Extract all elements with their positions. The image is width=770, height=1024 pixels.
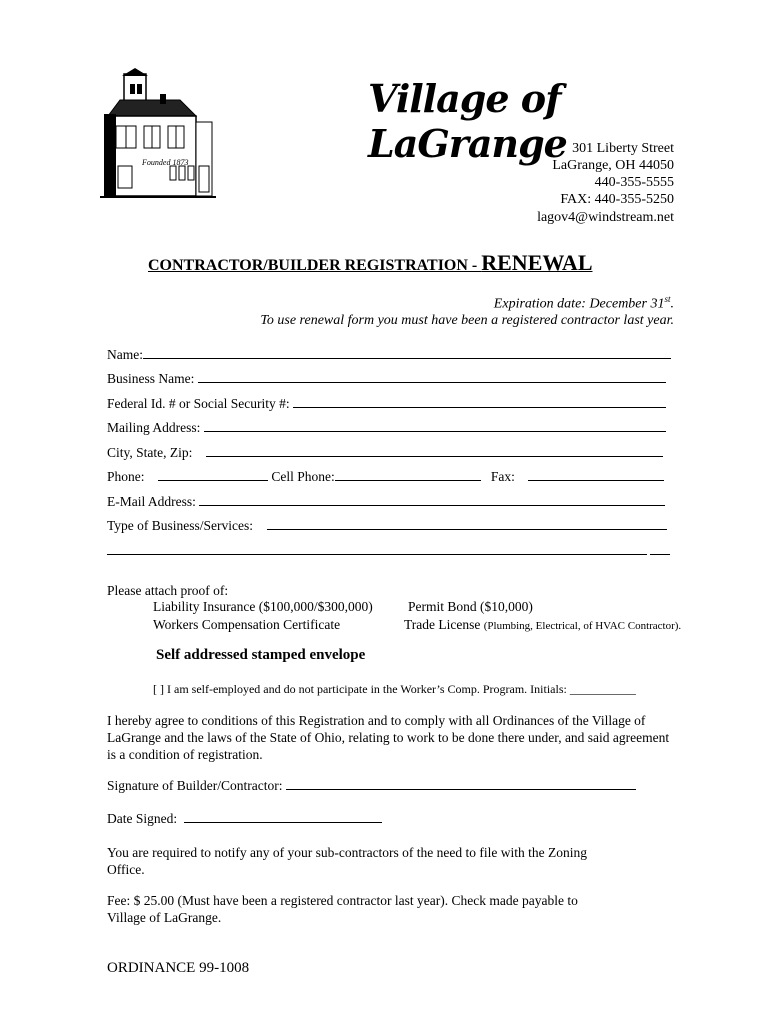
email-label: E-Mail Address: bbox=[107, 494, 196, 509]
date-signed-label: Date Signed: bbox=[107, 811, 178, 826]
fax-number: FAX: 440-355-5250 bbox=[560, 192, 674, 207]
fax-input[interactable] bbox=[528, 469, 664, 481]
date-signed-field[interactable] bbox=[107, 811, 382, 827]
permit-bond: Permit Bond ($10,000) bbox=[408, 599, 533, 614]
agreement-text: I hereby agree to conditions of this Registration and to comply with all Ordinances of the Village of LaGrange and the laws of the State of Ohio, relating to work to be done there under, and said agreement is a condition of registration. bbox=[107, 713, 670, 762]
signature-field[interactable] bbox=[107, 778, 636, 794]
name-field[interactable] bbox=[107, 347, 671, 363]
form-heading: CONTRACTOR/BUILDER REGISTRATION - RENEWAL bbox=[148, 250, 593, 275]
renewal-note: To use renewal form you must have been a registered contractor last year. bbox=[260, 313, 674, 328]
business-type-label: Type of Business/Services: bbox=[107, 518, 254, 533]
ordinance-number: ORDINANCE 99-1008 bbox=[107, 960, 250, 976]
self-employed-checkbox[interactable]: [ ] I am self-employed and do not participate in the Worker’s Comp. Program. Initials: ___________ bbox=[153, 682, 636, 696]
town-hall-logo bbox=[100, 66, 220, 206]
cell-phone-label: Cell Phone: bbox=[271, 469, 335, 484]
business-name-label: Business Name: bbox=[107, 371, 195, 386]
liability-insurance: Liability Insurance ($100,000/$300,000) bbox=[153, 599, 373, 614]
city-state-zip-label: City, State, Zip: bbox=[107, 445, 193, 460]
attach-heading: Please attach proof of: bbox=[107, 583, 229, 598]
phone-row bbox=[107, 469, 664, 485]
phone-label: Phone: bbox=[107, 469, 145, 484]
cell-phone-input[interactable] bbox=[335, 469, 481, 481]
address-city: LaGrange, OH 44050 bbox=[552, 158, 674, 173]
envelope-requirement: Self addressed stamped envelope bbox=[156, 647, 366, 663]
phone-input[interactable] bbox=[158, 469, 268, 481]
phone-number: 440-355-5555 bbox=[594, 175, 674, 190]
fee-text: Fee: $ 25.00 (Must have been a registered contractor last year). Check made payable to Village of LaGrange. bbox=[107, 893, 578, 925]
mailing-address-label: Mailing Address: bbox=[107, 420, 201, 435]
address-street: 301 Liberty Street bbox=[572, 141, 674, 156]
email-field[interactable] bbox=[107, 494, 665, 510]
expiration-date: Expiration date: December 31st. bbox=[493, 294, 674, 312]
email-address: lagov4@windstream.net bbox=[537, 210, 674, 225]
business-type-continued[interactable] bbox=[107, 543, 670, 559]
federal-id-field[interactable] bbox=[107, 396, 666, 412]
workers-comp: Workers Compensation Certificate bbox=[153, 617, 341, 632]
federal-id-label: Federal Id. # or Social Security #: bbox=[107, 396, 290, 411]
mailing-address-field[interactable] bbox=[107, 420, 666, 436]
business-type-field[interactable] bbox=[107, 518, 667, 534]
name-label: Name: bbox=[107, 347, 143, 362]
signature-label: Signature of Builder/Contractor: bbox=[107, 778, 283, 793]
business-name-field[interactable] bbox=[107, 371, 666, 387]
trade-license: Trade License (Plumbing, Electrical, of HVAC Contractor). bbox=[404, 617, 682, 632]
logo-caption: Founded 1873 bbox=[142, 158, 189, 167]
city-state-zip-field[interactable] bbox=[107, 445, 663, 461]
notify-text: You are required to notify any of your sub-contractors of the need to file with the Zoning Office. bbox=[107, 845, 588, 877]
fax-label: Fax: bbox=[490, 469, 515, 484]
village-title: Village of LaGrange bbox=[368, 76, 567, 166]
